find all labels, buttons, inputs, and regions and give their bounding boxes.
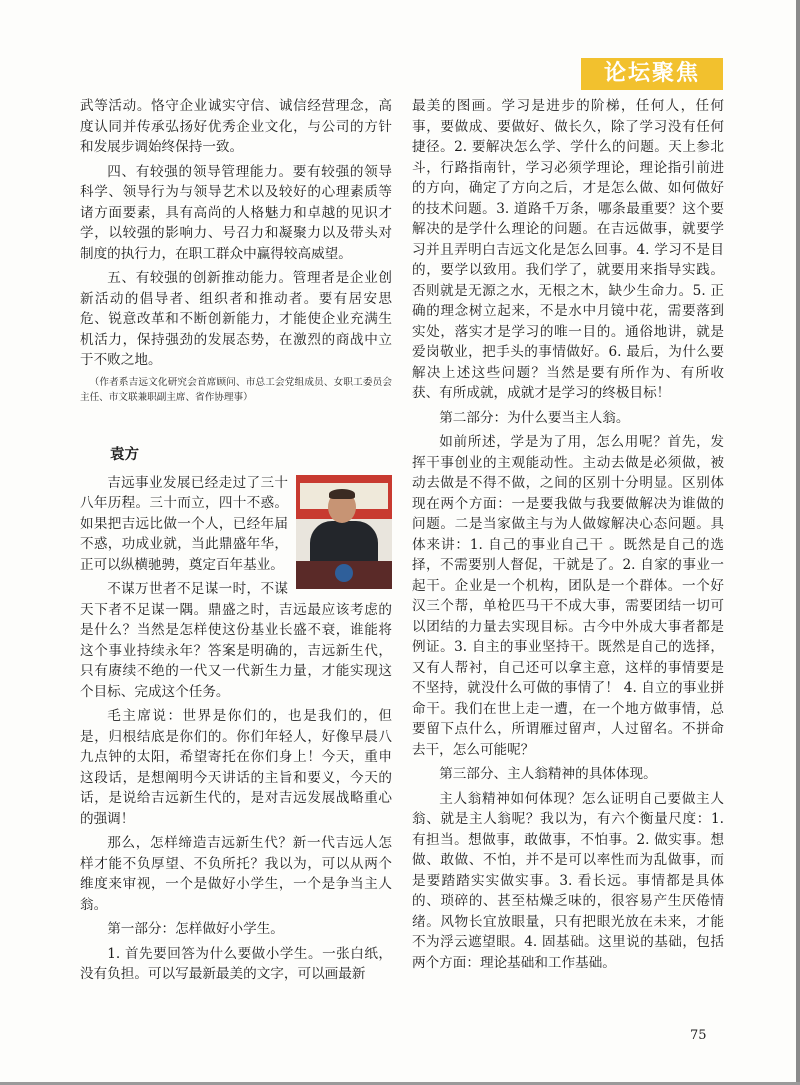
photo-speaker-hair — [329, 489, 355, 499]
paragraph: 不谋万世者不足谋一时，不谋天下者不足谋一隅。鼎盛之时，吉远最应该考虑的是什么？当然是怎样使这份基业长盛不衰，谁能将这个事业持续永年？答案是明确的，吉远新生代，只有赓续不绝的一代又一代新生力量，才能实现这个目标、完成这个任务。 — [80, 581, 392, 700]
paragraph: 最美的图画。学习是进步的阶梯，任何人，任何事，要做成、要做好、做长久，除了学习没有任何捷径。2. 要解决怎么学、学什么的问题。天上参北斗，行路指南针，学习必须学理论，理论指引前进的方向，确定了方向之后，才是怎么做、如何做好的技术问题。3. 道路千万条，哪条最重要？这个要解决的是学什么理论的问题。在吉远做事，就要学习并且弄明白吉远文化是怎么回事。4. 学习不是目的，要学以致用。我们学了，就要用来指导实践。否则就是无源之水，无根之木，缺少生命力。5. 正确的理念树立起来，不是水中月镜中花，需要落到实处，落实才是学习的唯一目的。通俗地讲，就是爱岗敬业，把手头的事情做好。6. 最后，为什么要解决上述这些问题？当然是要有所作为、有所收获、有所成就，成就才是学习的终极目标！ — [412, 98, 724, 401]
paragraph: 那么，怎样缔造吉远新生代？新一代吉远人怎样才能不负厚望、不负所托？我以为，可以从两个维度来审视，一个是做好小学生，一个是争当主人翁。 — [80, 835, 392, 913]
paragraph: 五、有较强的创新推动能力。管理者是企业创新活动的倡导者、组织者和推动者。要有居安思危、锐意改革和不断创新能力，才能使企业充满生机活力，保持强劲的发展态势，在激烈的商战中立于不败之地。 — [80, 270, 392, 368]
subheading: 第一部分：怎样做好小学生。 — [107, 921, 284, 937]
page-number: 75 — [690, 1028, 707, 1043]
right-column — [412, 96, 724, 977]
paragraph: 武等活动。恪守企业诚实守信、诚信经营理念，高度认同并传承弘扬好优秀企业文化，与公司的方针和发展步调始终保持一致。 — [80, 98, 392, 155]
author-name: 袁方 — [110, 446, 139, 463]
podium-emblem-icon — [335, 564, 353, 582]
author-photo — [296, 475, 392, 589]
paragraph: 毛主席说：世界是你们的，也是我们的，但是，归根结底是你们的。你们年轻人，好像早晨八九点钟的太阳，希望寄托在你们身上！今天，重申这段话，是想阐明今天讲话的主旨和要义，今天的话，是说给吉远新生代的，是对吉远发展战略重心的强调！ — [80, 708, 392, 827]
paragraph: 主人翁精神如何体现？怎么证明自己要做主人翁、就是主人翁呢？我以为，有六个衡量尺度：1. 有担当。想做事，敢做事，不怕事。2. 做实事。想做、敢做、不怕，并不是可以率性而为乱做事，而是要踏踏实实做实事。3. 看长远。事情都是具体的、琐碎的、甚至枯燥乏味的，很容易产生厌倦情绪。风物长宜放眼量，只有把眼光放在未来，才能不为浮云遮望眼。4. 固基础。这里说的基础，包括两个方面：理论基础和工作基础。 — [412, 790, 724, 971]
subheading: 第二部分：为什么要当主人翁。 — [439, 409, 630, 426]
paragraph: 如前所述，学是为了用，怎么用呢？首先，发挥干事创业的主观能动性。主动去做是必须做，被动去做是不得不做，之间的区别十分明显。区别体现在两个方面：一是要我做与我要做解决为谁做的问题。二是当家做主与为人做嫁解决心态问题。具体来讲：1. 自己的事业自己干 。既然是自己的选择，不需要别人督促，干就是了。2. 自家的事业一起干。企业是一个机构，团队是一个群体。一个好汉三个帮，单枪匹马干不成大事，需要团结一切可以团结的力量去实现目标。古今中外成大事者都是例证。3. 自主的事业坚持干。既然是自己的选择，又有人帮衬，自己还可以拿主意，这样的事情要是不坚持，就没什么可做的事情了！ 4. 自立的事业拼命干。我们在世上走一遭，在一个地方做事情，总要留下点什么，所谓雁过留声，人过留名。不拼命去干，怎么可能呢？ — [412, 434, 724, 758]
author-note: （作者系吉远文化研究会首席顾问、市总工会党组成员、女职工委员会主任、市文联兼职副主席、省作协理事） — [80, 376, 392, 403]
section-tag: 论坛聚焦 — [581, 58, 723, 90]
paragraph: 吉远事业发展已经走过了三十八年历程。三十而立，四十不惑。如果把吉远比做一个人，已经年届不惑，功成业就，当此鼎盛年华，正可以纵横驰骋，奠定百年基业。 — [80, 474, 288, 573]
paragraph: 1. 首先要回答为什么要做小学生。一张白纸，没有负担。可以写最新最美的文字，可以画最新 — [80, 945, 392, 982]
paragraph: 四、有较强的领导管理能力。要有较强的领导科学、领导行为与领导艺术以及较好的心理素质等诸方面要素，具有高尚的人格魅力和卓越的见识才学，以较强的影响力、号召力和凝聚力以及带头对制度的执行力，在职工群众中赢得较高威望。 — [80, 163, 392, 262]
page-edge-shadow — [796, 0, 800, 1085]
left-column — [80, 96, 392, 989]
subheading: 第三部分、主人翁精神的具体体现。 — [439, 766, 657, 782]
